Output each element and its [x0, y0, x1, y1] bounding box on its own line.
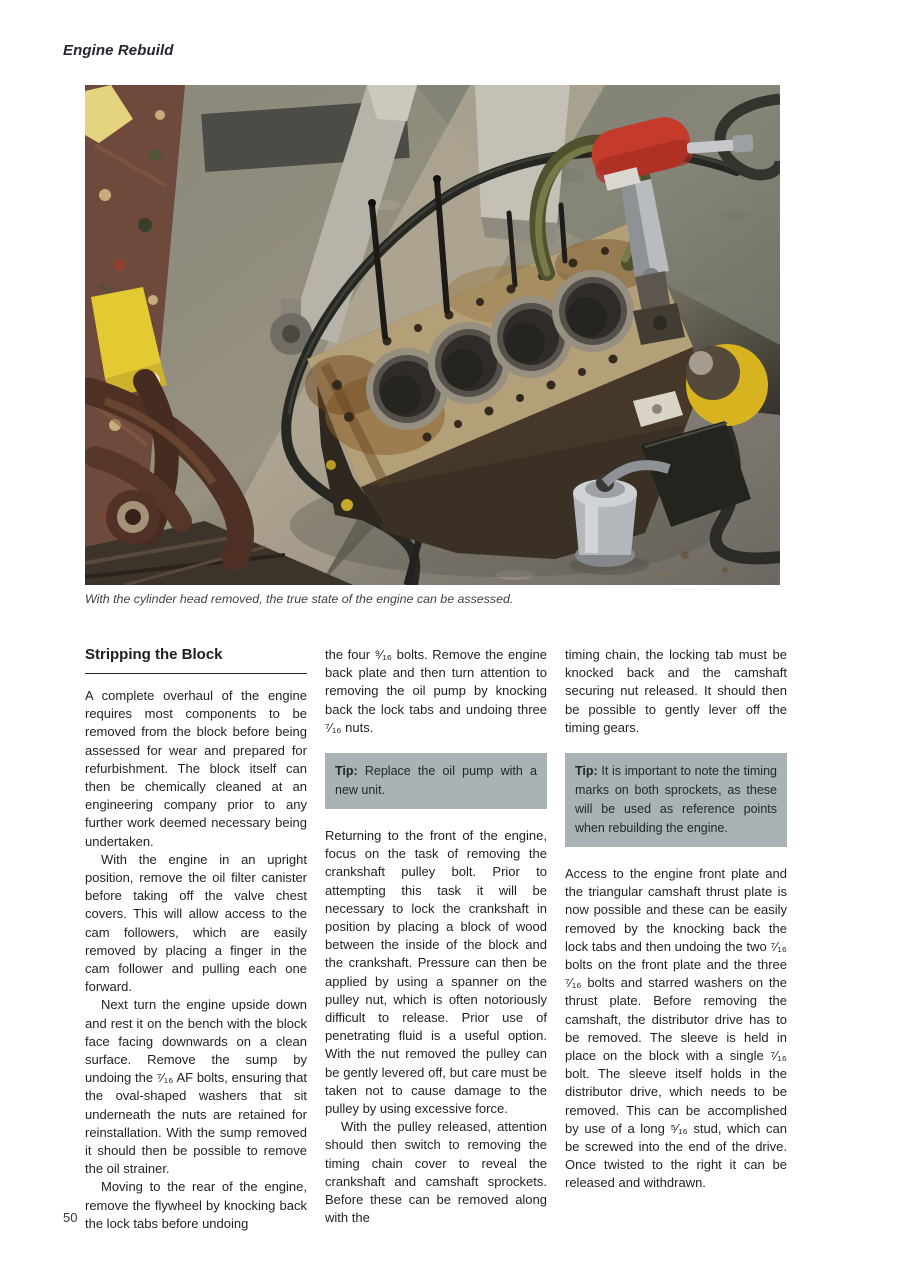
paragraph: timing chain, the locking tab must be knocked back and the camshaft securing nut released. It should then be possible to gently lever off the timing gears.: [565, 647, 787, 735]
paragraph: Returning to the front of the engine, focus on the task of removing the crankshaft pulley bolt. Prior to attempting this task it will be necessary to lock the crankshaft in position by placing a block of wood between the inside of the block and the crankshaft. Pressure can then be applied by using a spanner on the pulley nut, which is often notoriously difficult to release. Prior use of penetrating fluid is a useful option. With the nut removed the pulley can be gently levered off, but care must be taken not to cause damage to the pulley by using excessive force.: [325, 828, 547, 1117]
yellow-pulley: [686, 344, 768, 426]
engine-photo: [85, 85, 780, 585]
running-header: Engine Rebuild: [63, 42, 174, 59]
paragraph: With the engine in an upright position, remove the oil filter canister before taking off the valve chest covers. This will allow access to the cam followers, which are easily removed by placing a finger in the cam follower and pulling each one forward.: [85, 851, 307, 995]
gasket-hole: [652, 404, 662, 414]
tip-box: [325, 753, 547, 809]
paragraph: Moving to the rear of the engine, remove the flywheel by knocking back the lock tabs before undoing: [85, 1179, 307, 1231]
tip-label: Tip:: [575, 764, 598, 779]
paragraph: Next turn the engine upside down and rest it on the bench with the block face facing downwards on a clean surface. Remove the sump by undoing the ⁷⁄₁₆ AF bolts, ensuring that the oval-shaped washers that sit underneath the nuts are retained for reinstallation. With the sump removed it should then be possible to remove the oil strainer.: [85, 997, 307, 1177]
column-2: [325, 646, 547, 1233]
column-1: [85, 646, 307, 1233]
paragraph: A complete overhaul of the engine requires most components to be removed from the block before being assessed for wear and prepared for refurbishment. The block itself can then be chemically cleaned at an engineering company prior to any further work deemed necessary being undertaken.: [85, 688, 307, 849]
tip-text: Replace the oil pump with a new unit.: [335, 764, 537, 798]
tip-text: It is important to note the timing marks on both sprockets, as these will be used as reference points when rebuilding the engine.: [575, 764, 777, 836]
paragraph: Access to the engine front plate and the triangular camshaft thrust plate is now possible and these can be easily removed by the knocking back the lock tabs and then undoing the two ⁷⁄₁₆ bolts on the front plate and the three ⁷⁄₁₆ bolts and starred washers on the thrust plate. Before removing the camshaft, the distributor drive has to be removed. The sleeve is held in place on the block with a single ⁷⁄₁₆ bolt. The sleeve itself holds in the distributor drive, which needs to be removed. This can be accomplished by use of a long ⁵⁄₁₆ stud, which can be screwed into the end of the drive. Once twisted to the right it can be released and withdrawn.: [565, 866, 787, 1191]
column-3: [565, 646, 787, 1233]
page-number: 50: [63, 1210, 78, 1225]
tip-box: [565, 753, 787, 847]
article-columns: [85, 646, 787, 1233]
tip-label: Tip:: [335, 764, 358, 779]
paragraph: the four ⁹⁄₁₆ bolts. Remove the engine back plate and then turn attention to removing the oil pump by knocking back the lock tabs and undoing three ⁷⁄₁₆ nuts.: [325, 647, 547, 735]
photo-caption: With the cylinder head removed, the true state of the engine can be assessed.: [85, 592, 514, 606]
paragraph: With the pulley released, attention should then switch to removing the timing chain cover to reveal the crankshaft and camshaft sprockets. Before these can be removed along with the: [325, 1119, 547, 1226]
section-heading: Stripping the Block: [85, 646, 307, 674]
engine-photo-illustration: [85, 85, 780, 585]
